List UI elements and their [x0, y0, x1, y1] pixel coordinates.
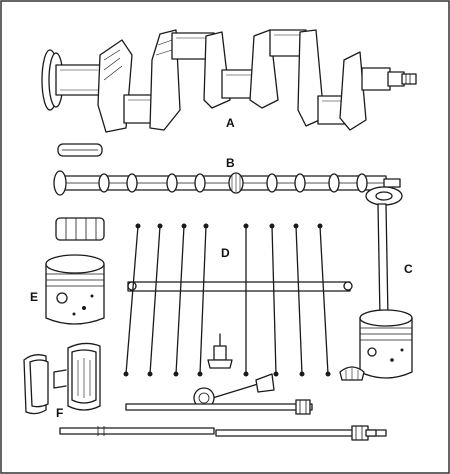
- valve-tools-icon: [60, 374, 386, 440]
- label-f: F: [56, 406, 64, 420]
- piston-icon: [46, 255, 104, 324]
- label-b: B: [226, 156, 235, 170]
- connecting-rod-piston-icon: [360, 187, 412, 378]
- cylinder-liner-shells-icon: [24, 343, 100, 413]
- plug-icon: [208, 334, 232, 368]
- label-a: A: [226, 116, 235, 130]
- coupling-icon: [56, 218, 104, 240]
- label-e: E: [30, 290, 39, 304]
- label-d: D: [221, 246, 230, 260]
- pushrods-rocker-shaft-icon: [124, 224, 353, 377]
- label-c: C: [404, 262, 413, 276]
- valve-cap-icon: [340, 367, 364, 380]
